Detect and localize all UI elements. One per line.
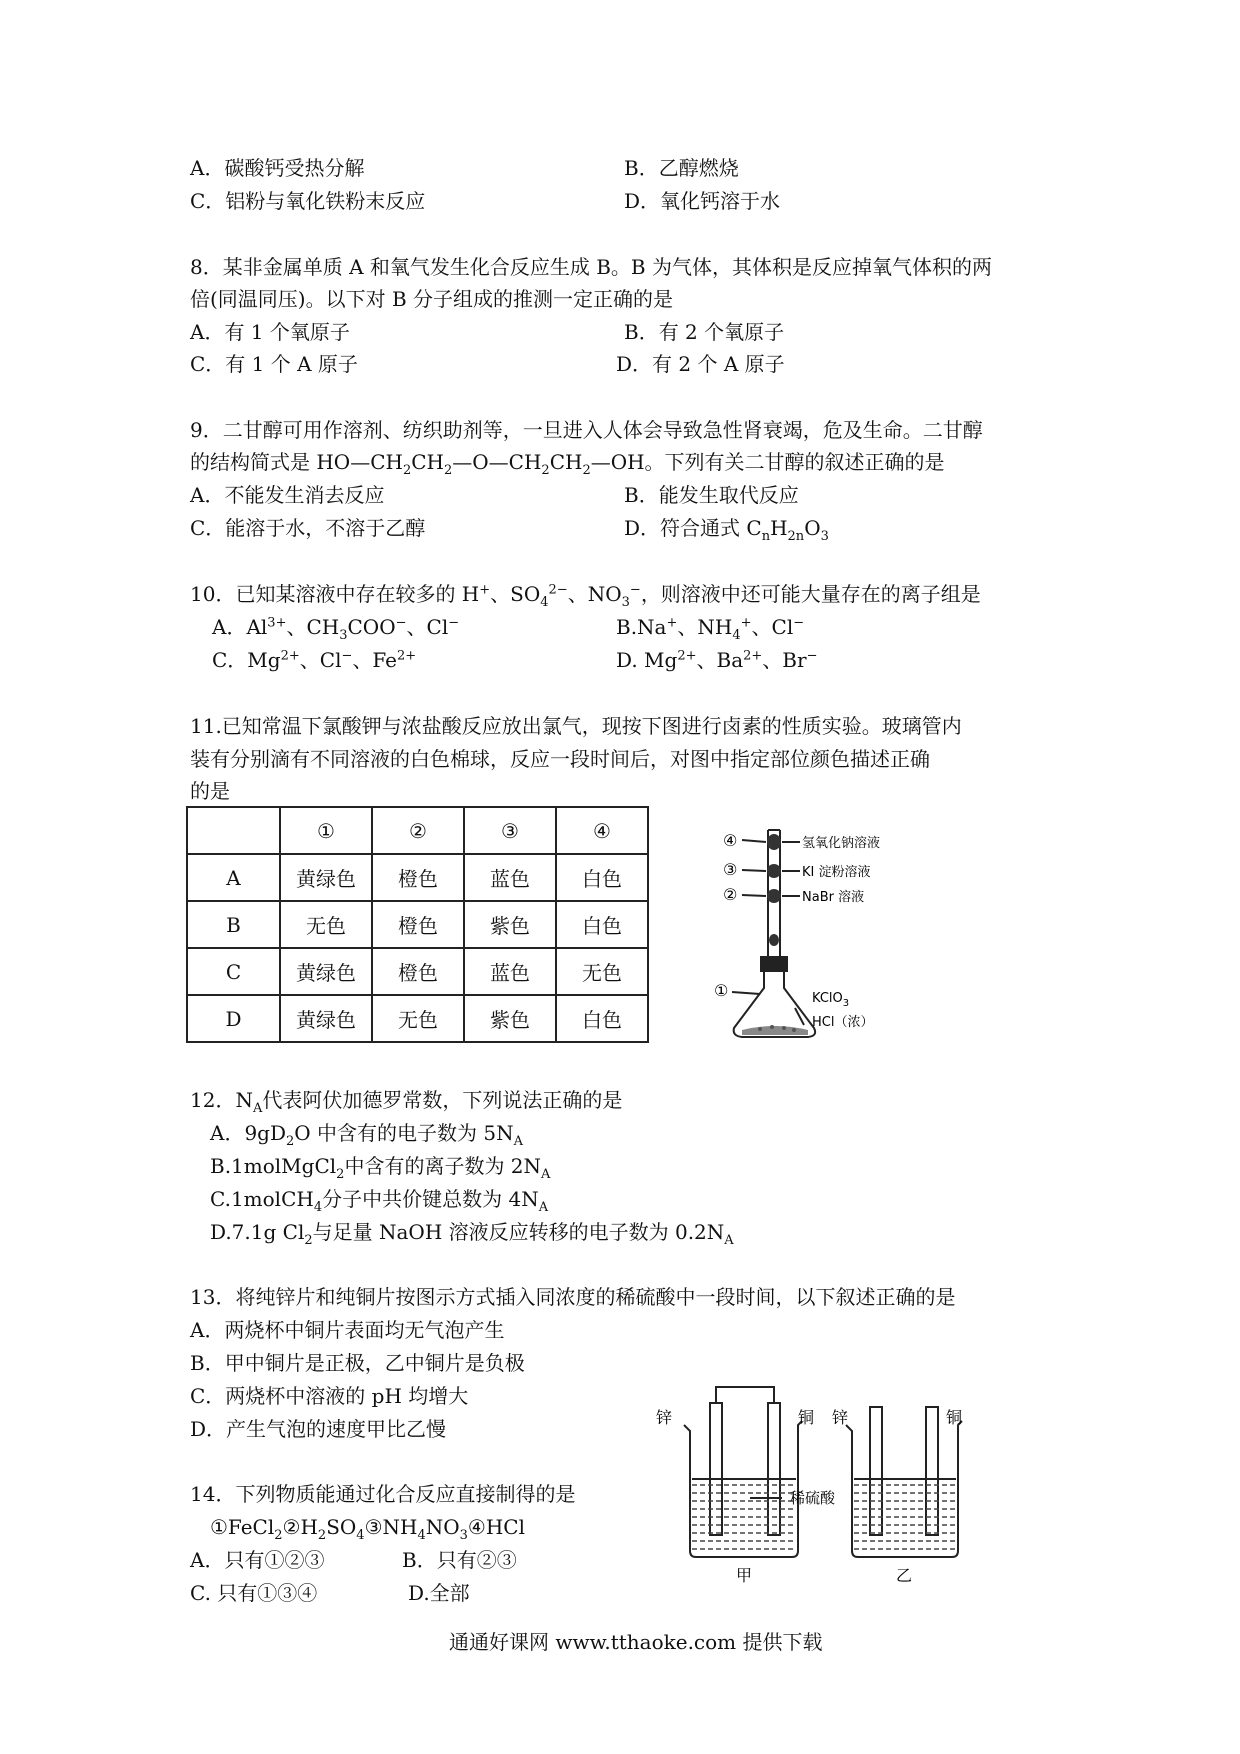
acid-label: 稀硫酸 — [790, 1489, 836, 1507]
q14-option-a: A．只有①②③ — [190, 1548, 325, 1572]
table-cell — [187, 807, 280, 854]
table-cell: ④ — [556, 807, 648, 854]
q9-option-c: C．能溶于水，不溶于乙醇 — [190, 516, 426, 540]
table-cell: C — [187, 948, 280, 995]
zinc-label-yi: 锌 — [832, 1408, 849, 1427]
q7-option-c: C．铝粉与氧化铁粉末反应 — [190, 189, 426, 213]
q11-stem-line3: 的是 — [190, 779, 230, 803]
q9-option-b: B．能发生取代反应 — [624, 483, 799, 507]
table-cell: A — [187, 854, 280, 901]
table-cell: 蓝色 — [464, 948, 556, 995]
q8-stem-line1: 8．某非金属单质 A 和氧气发生化合反应生成 B。B 为气体，其体积是反应掉氧气体积的两 — [190, 255, 992, 279]
q12-stem: 12．$N_A$代表阿伏加德罗常数，下列说法正确的是 — [190, 1088, 623, 1116]
q11-stem-line1: 11.已知常温下氯酸钾与浓盐酸反应放出氯气，现按下图进行卤素的性质实验。玻璃管内 — [190, 714, 962, 738]
zinc-label-jia: 锌 — [656, 1408, 673, 1427]
table-cell: 无色 — [280, 901, 372, 948]
q7-option-a: A．碳酸钙受热分解 — [190, 156, 365, 180]
q12-option-a: A．$9gD_2O$ 中含有的电子数为 $5N_A$ — [210, 1121, 524, 1149]
q13-option-b: B．甲中铜片是正极，乙中铜片是负极 — [190, 1351, 525, 1375]
zinc-copper-beakers-figure — [650, 1385, 980, 1585]
table-cell: 紫色 — [464, 995, 556, 1042]
q10-option-b: B.Na+、$NH_4^+$、Cl− — [616, 615, 805, 643]
q7-option-d: D．氧化钙溶于水 — [624, 189, 781, 213]
q8-option-d: D．有 2 个 A 原子 — [616, 352, 785, 376]
q10-stem: 10．已知某溶液中存在较多的 H+、$SO_4^{2-}$、$NO_3^-$，则溶液中还可能大量存在的离子组是 — [190, 582, 981, 610]
figure-label-4: ④ — [723, 831, 738, 850]
table-cell: 白色 — [556, 901, 648, 948]
q9-stem-line2: 的结构简式是 $HO—CH_2CH_2—O—CH_2CH_2—OH$。下列有关二甘醇的叙述正确的是 — [190, 450, 945, 478]
table-cell: 白色 — [556, 854, 648, 901]
nabr-label: NaBr 溶液 — [802, 890, 865, 905]
table-cell: 无色 — [556, 948, 648, 995]
q11-answer-table — [186, 806, 649, 1043]
table-cell: 橙色 — [372, 854, 464, 901]
q12-option-c: C.1molCH$_4$分子中共价键总数为 $4N_A$ — [210, 1187, 549, 1215]
q14-option-d: D.全部 — [408, 1581, 470, 1605]
table-cell: 黄绿色 — [280, 948, 372, 995]
q14-stem: 14．下列物质能通过化合反应直接制得的是 — [190, 1482, 576, 1506]
table-row — [187, 948, 648, 995]
copper-label-jia: 铜 — [798, 1408, 815, 1427]
table-row — [187, 901, 648, 948]
figure-label-2: ② — [723, 885, 738, 904]
q10-option-c: C．$Mg^{2+}$、Cl−、$Fe^{2+}$ — [212, 648, 417, 672]
q9-option-d: D．符合通式 $C_nH_{2n}O_3$ — [624, 516, 829, 544]
q11-stem-line2: 装有分别滴有不同溶液的白色棉球，反应一段时间后，对图中指定部位颜色描述正确 — [190, 747, 930, 771]
copper-label-yi: 铜 — [946, 1408, 963, 1427]
kclo3-label: KClO$_3$ — [812, 991, 850, 1009]
q13-option-d: D．产生气泡的速度甲比乙慢 — [190, 1417, 447, 1441]
table-cell: 橙色 — [372, 901, 464, 948]
q14-option-b: B．只有②③ — [402, 1548, 517, 1572]
table-cell: 橙色 — [372, 948, 464, 995]
table-cell: 无色 — [372, 995, 464, 1042]
q9-option-a: A．不能发生消去反应 — [190, 483, 385, 507]
q13-option-c: C．两烧杯中溶液的 pH 均增大 — [190, 1384, 469, 1408]
table-row — [187, 995, 648, 1042]
q12-option-b: B.1molMgCl$_2$中含有的离子数为 $2N_A$ — [210, 1154, 551, 1182]
table-cell: 紫色 — [464, 901, 556, 948]
table-cell: 黄绿色 — [280, 854, 372, 901]
q8-option-a: A．有 1 个氧原子 — [190, 320, 350, 344]
q14-substances: $①FeCl_2②H_2SO_4③NH_4NO_3④HCl$ — [210, 1515, 525, 1543]
table-cell: ① — [280, 807, 372, 854]
figure-label-1: ① — [714, 981, 729, 1000]
table-header-row — [187, 807, 648, 854]
q8-option-b: B．有 2 个氧原子 — [624, 320, 785, 344]
q13-option-a: A．两烧杯中铜片表面均无气泡产生 — [190, 1318, 505, 1342]
beaker-yi-label: 乙 — [896, 1566, 913, 1585]
table-cell: 蓝色 — [464, 854, 556, 901]
q9-stem-line1: 9．二甘醇可用作溶剂、纺织助剂等，一旦进入人体会导致急性肾衰竭，危及生命。二甘醇 — [190, 418, 983, 442]
q8-option-c: C．有 1 个 A 原子 — [190, 352, 358, 376]
naoh-label: 氢氧化钠溶液 — [802, 836, 881, 851]
q7-option-b: B．乙醇燃烧 — [624, 156, 739, 180]
ki-starch-label: KI 淀粉溶液 — [802, 865, 871, 880]
q14-option-c: C. 只有①③④ — [190, 1581, 318, 1605]
q8-stem-line2: 倍(同温同压)。以下对 B 分子组成的推测一定正确的是 — [190, 287, 674, 311]
table-cell: B — [187, 901, 280, 948]
page-footer: 通通好课网 www.tthaoke.com 提供下载 — [449, 1630, 823, 1654]
table-cell: ③ — [464, 807, 556, 854]
table-row — [187, 854, 648, 901]
table-cell: 白色 — [556, 995, 648, 1042]
table-cell: D — [187, 995, 280, 1042]
figure-label-3: ③ — [723, 860, 738, 879]
q10-option-d: D. $Mg^{2+}$、$Ba^{2+}$、Br− — [616, 648, 818, 672]
chlorine-apparatus-figure — [714, 830, 940, 1050]
q10-option-a: A．$Al^{3+}$、$CH_3COO^-$、Cl− — [212, 615, 460, 643]
q13-stem: 13．将纯锌片和纯铜片按图示方式插入同浓度的稀硫酸中一段时间，以下叙述正确的是 — [190, 1285, 956, 1309]
q12-option-d: D.7.1g $Cl_2$与足量 NaOH 溶液反应转移的电子数为 $0.2N_A$ — [210, 1220, 734, 1248]
hcl-label: HCl（浓） — [812, 1015, 874, 1030]
table-cell: ② — [372, 807, 464, 854]
table-cell: 黄绿色 — [280, 995, 372, 1042]
beaker-jia-label: 甲 — [736, 1566, 753, 1585]
